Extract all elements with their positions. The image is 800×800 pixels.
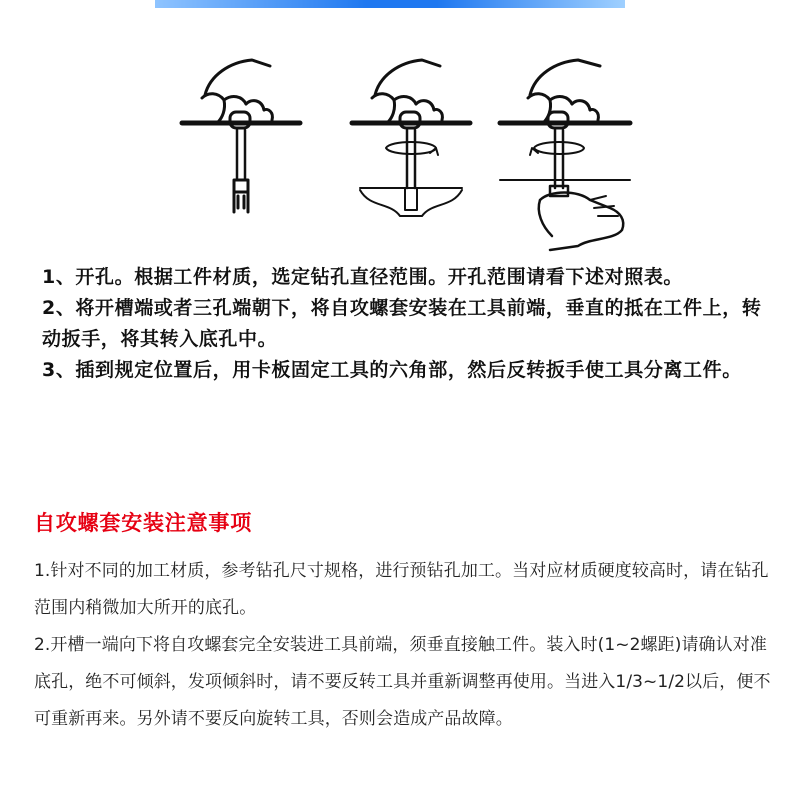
tool-fixed-by-hand-icon bbox=[500, 60, 630, 250]
top-accent-bar bbox=[155, 0, 625, 8]
tool-drilling-icon bbox=[352, 60, 470, 216]
step-3-text: 3、插到规定位置后，用卡板固定工具的六角部，然后反转扳手使工具分离工件。 bbox=[42, 359, 742, 381]
installation-steps bbox=[42, 262, 762, 386]
notes-title: 自攻螺套安装注意事项 bbox=[34, 511, 252, 535]
installation-illustrations bbox=[160, 40, 640, 260]
tool-upright-icon bbox=[182, 60, 300, 212]
step-1-text: 1、开孔。根据工件材质，选定钻孔直径范围。开孔范围请看下述对照表。 bbox=[42, 266, 684, 288]
step-2-text: 2、将开槽端或者三孔端朝下，将自攻螺套安装在工具前端，垂直的抵在工件上，转动扳手，将其转入底孔中。 bbox=[42, 297, 762, 350]
note-1-text: 1.针对不同的加工材质，参考钻孔尺寸规格，进行预钻孔加工。当对应材质硬度较高时，请在钻孔范围内稍微加大所开的底孔。 bbox=[34, 561, 769, 618]
installation-notes bbox=[34, 553, 774, 738]
note-2-text: 2.开槽一端向下将自攻螺套完全安装进工具前端，须垂直接触工件。装入时(1~2螺距)请确认对准底孔，绝不可倾斜，发项倾斜时，请不要反转工具并重新调整再使用。当进入1/3~1/2以后，便不可重新再来。另外请不要反向旋转工具，否则会造成产品故障。 bbox=[34, 635, 771, 729]
